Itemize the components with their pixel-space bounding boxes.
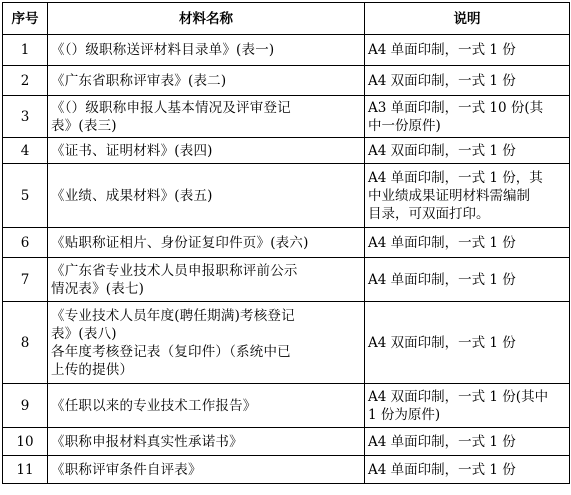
material-name: [48, 35, 365, 66]
material-name: [48, 302, 365, 384]
material-name: [48, 384, 365, 428]
header-no: 序号: [3, 3, 48, 35]
header-note: 说明: [365, 3, 570, 35]
material-note-line: A4 单面印制，一式 1 份: [368, 433, 516, 450]
material-name-line: 情况表》(表七): [51, 280, 145, 297]
row-number: 4: [3, 138, 48, 164]
material-note-line: A4 单面印制，一式 1 份: [368, 42, 516, 58]
header-name: 材料名称: [48, 3, 365, 35]
table-row: [3, 428, 570, 456]
material-name-line: 《证书、证明材料》(表四): [51, 142, 213, 159]
materials-table: [2, 2, 570, 484]
material-note-line: A4 双面印制，一式 1 份: [368, 72, 516, 89]
material-name: [48, 138, 365, 164]
material-note: [365, 258, 570, 302]
material-name: [48, 164, 365, 228]
material-name-line: 上传的提供）: [51, 361, 134, 378]
material-note: [365, 456, 570, 484]
material-note-line: A4 单面印制，一式 1 份，其: [368, 169, 543, 186]
row-number: 10: [3, 428, 48, 456]
material-note: [365, 138, 570, 164]
material-name-line: 《广东省职称评审表》(表二): [51, 72, 227, 89]
table-row: [3, 164, 570, 228]
row-number: 2: [3, 66, 48, 96]
material-note-line: A4 单面印制，一式 1 份: [368, 461, 516, 478]
material-name-line: 《职称评审条件自评表》: [51, 461, 202, 478]
table-row: [3, 96, 570, 138]
row-number: 5: [3, 164, 48, 228]
material-name: [48, 96, 365, 138]
material-note: [365, 96, 570, 138]
material-name-line: 表》(表八): [51, 325, 117, 342]
material-name-line: 《业绩、成果材料》(表五): [51, 187, 213, 204]
material-name-line: 《贴职称证相片、身份证复印件页》(表六): [51, 234, 309, 251]
row-number: 6: [3, 228, 48, 258]
material-note-line: 目录，可双面打印。: [368, 205, 490, 222]
material-name: [48, 66, 365, 96]
material-name: [48, 428, 365, 456]
table-row: [3, 302, 570, 384]
material-note-line: 1 份为原件): [368, 406, 441, 423]
material-note: [365, 228, 570, 258]
material-note: [365, 164, 570, 228]
material-name: [48, 456, 365, 484]
material-note-line: 中一份原件): [368, 117, 441, 134]
material-name-line: 《职称申报材料真实性承诺书》: [51, 433, 243, 450]
material-name: [48, 258, 365, 302]
table-row: [3, 138, 570, 164]
material-name: [48, 228, 365, 258]
row-number: 9: [3, 384, 48, 428]
row-number: 3: [3, 96, 48, 138]
table-row: [3, 35, 570, 66]
material-note-line: 中业绩成果证明材料需编制: [368, 187, 530, 204]
material-name-line: 《专业技术人员年度(聘任期满)考核登记: [51, 307, 295, 324]
material-note-line: A4 双面印制，一式 1 份: [368, 142, 516, 159]
table-row: [3, 384, 570, 428]
material-note-line: A4 单面印制，一式 1 份: [368, 234, 516, 251]
table-row: [3, 228, 570, 258]
header-row: [3, 3, 570, 35]
row-number: 11: [3, 456, 48, 484]
material-name-line: 《（）级职称申报人基本情况及评审登记: [51, 99, 291, 116]
material-name-line: 《任职以来的专业技术工作报告》: [51, 397, 257, 414]
material-note: [365, 66, 570, 96]
table-row: [3, 456, 570, 484]
material-note-line: A4 双面印制，一式 1 份(其中: [368, 388, 549, 405]
material-note-line: A3 单面印制，一式 10 份(其: [368, 99, 544, 116]
material-note-line: A4 单面印制，一式 1 份: [368, 271, 516, 288]
row-number: 8: [3, 302, 48, 384]
material-note: [365, 384, 570, 428]
material-name-line: 表》(表三): [51, 117, 117, 134]
material-name-line: 《广东省专业技术人员申报职称评前公示: [51, 262, 298, 279]
table-row: [3, 258, 570, 302]
material-note: [365, 428, 570, 456]
material-note: [365, 302, 570, 384]
row-number: 7: [3, 258, 48, 302]
row-number: 1: [3, 35, 48, 66]
material-name-line: 各年度考核登记表（复印件）（系统中已: [51, 343, 291, 360]
material-name-line: 《（）级职称送评材料目录单》(表一): [51, 42, 275, 58]
material-note: [365, 35, 570, 66]
table-row: [3, 66, 570, 96]
material-note-line: A4 双面印制，一式 1 份: [368, 334, 516, 351]
